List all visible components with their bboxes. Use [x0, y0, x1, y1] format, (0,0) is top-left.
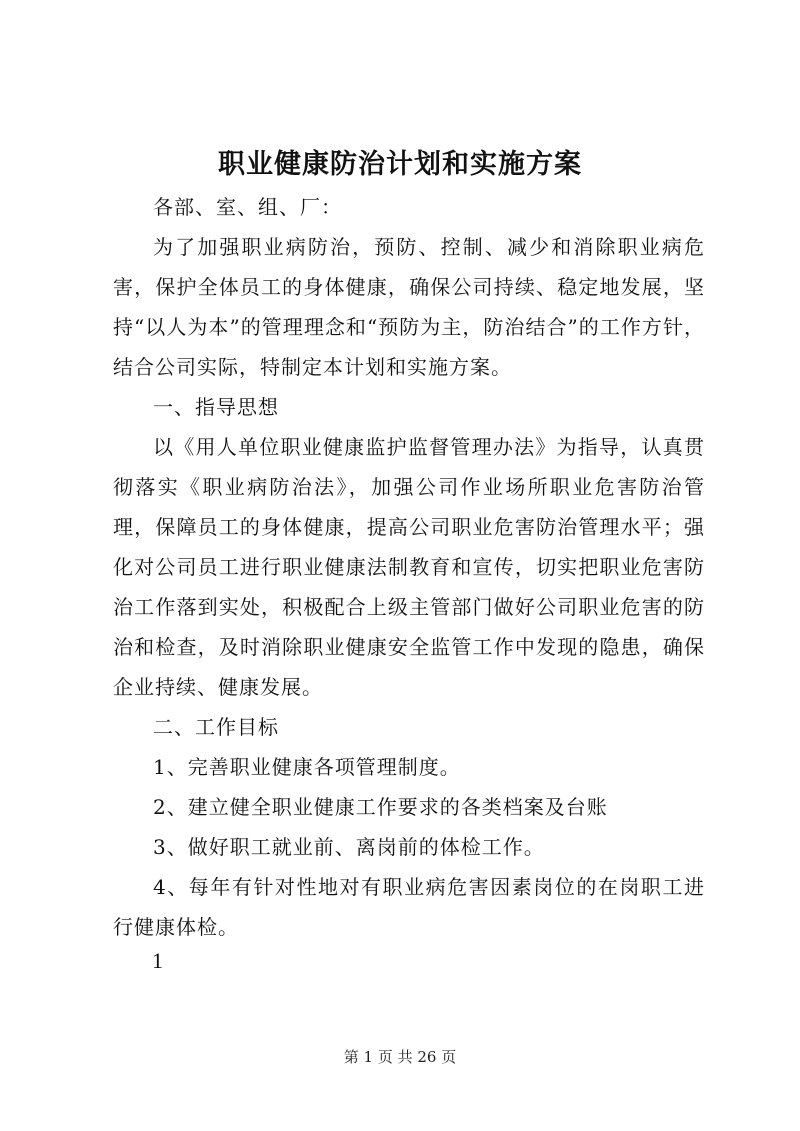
goal-item-1: 1、完善职业健康各项管理制度。	[153, 755, 461, 779]
page-footer: 第 1 页 共 26 页	[343, 1048, 457, 1066]
guiding-ideology-paragraph: 以《用人单位职业健康监护监督管理办法》为指导，认真贯彻落实《职业病防治法》，加强公司作业场所职业危害防治管理，保障员工的身体健康，提高公司职业危害防治管理水平；强化对公司员工进行职业健康法制教育和宣传，切实把职业危害防治工作落到实处，积极配合上级主管部门做好公司职业危害的防治和检查，及时消除职业健康安全监管工作中发现的隐患，确保企业持续、健康发展。	[113, 435, 705, 699]
section-heading-guiding-ideology: 一、指导思想	[153, 395, 279, 419]
goal-item-2: 2、建立健全职业健康工作要求的各类档案及台账	[153, 795, 608, 819]
intro-paragraph: 为了加强职业病防治，预防、控制、减少和消除职业病危害，保护全体员工的身体健康，确保公司持续、稳定地发展，坚持“以人为本”的管理理念和“预防为主，防治结合”的工作方针，结合公司实际，特制定本计划和实施方案。	[113, 235, 705, 379]
inline-page-number: 1	[152, 948, 163, 973]
document-body	[113, 187, 705, 947]
goal-item-4: 4、每年有针对性地对有职业病危害因素岗位的在岗职工进行健康体检。	[113, 875, 705, 939]
section-heading-work-goals: 二、工作目标	[153, 715, 279, 739]
salutation: 各部、室、组、厂：	[153, 195, 342, 219]
document-title: 职业健康防治计划和实施方案	[218, 149, 582, 180]
goal-item-3: 3、做好职工就业前、离岗前的体检工作。	[153, 835, 545, 859]
